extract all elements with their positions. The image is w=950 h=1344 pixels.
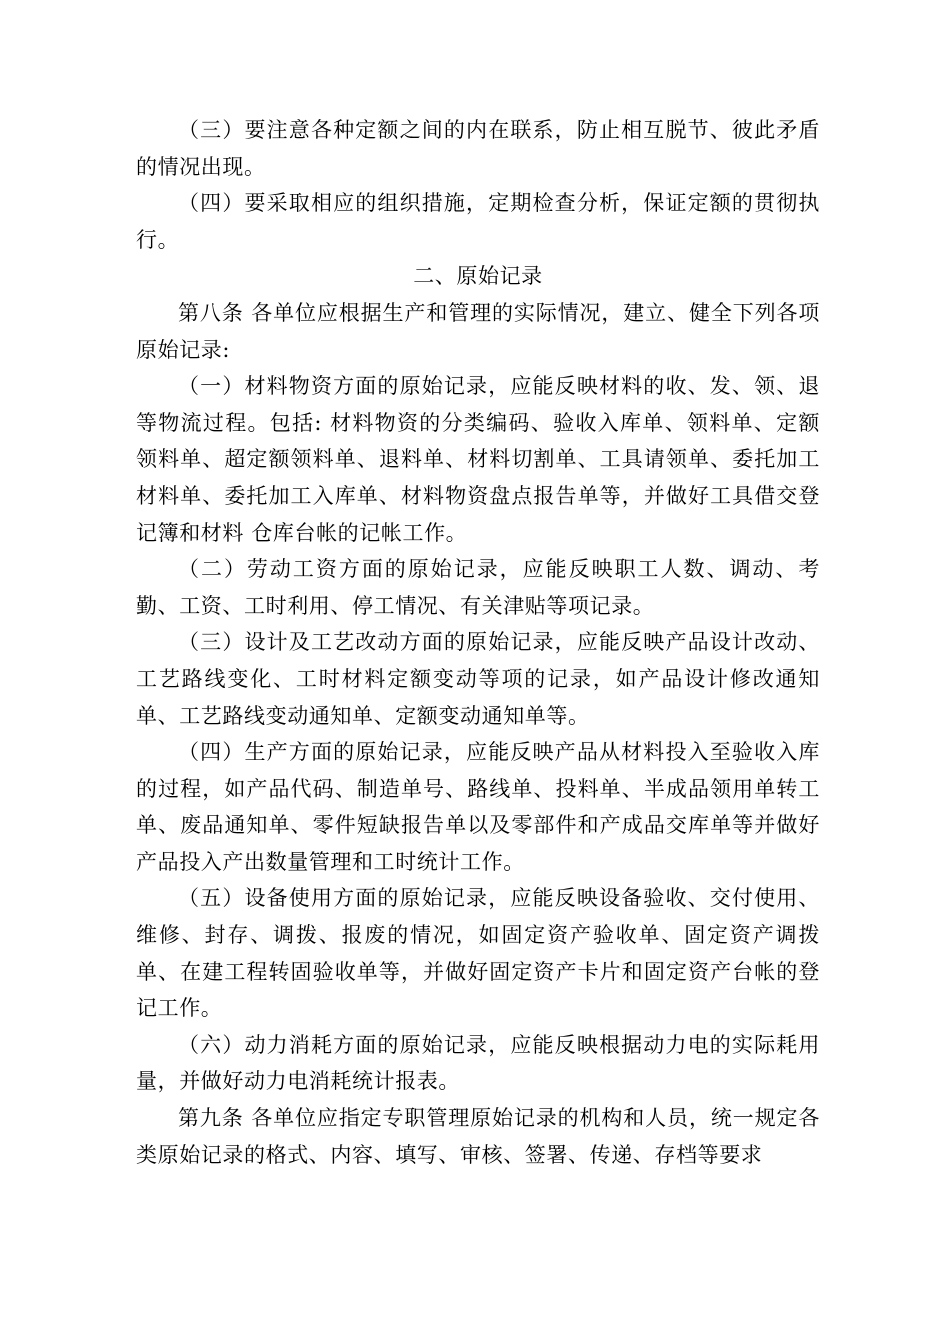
- paragraph-power-consumption-records: （六）动力消耗方面的原始记录，应能反映根据动力电的实际耗用量，并做好动力电消耗统计报表。: [136, 1032, 820, 1094]
- paragraph-article-9: 第九条 各单位应指定专职管理原始记录的机构和人员，统一规定各类原始记录的格式、内容、填写、审核、签署、传递、存档等要求: [136, 1106, 820, 1167]
- paragraph-equipment-records: （五）设备使用方面的原始记录，应能反映设备验收、交付使用、维修、封存、调拨、报废的情况，如固定资产验收单、固定资产调拨单、在建工程转固验收单等，并做好固定资产卡片和固定资产台帐的登记工作。: [136, 886, 820, 1021]
- paragraph-labor-wage-records: （二）劳动工资方面的原始记录，应能反映职工人数、调动、考勤、工资、工时利用、停工情况、有关津贴等项记录。: [136, 557, 820, 618]
- section-heading-original-records: 二、原始记录: [413, 264, 543, 289]
- paragraph-design-process-records: （三）设计及工艺改动方面的原始记录，应能反映产品设计改动、工艺路线变化、工时材料定额变动等项的记录，如产品设计修改通知单、工艺路线变动通知单、定额变动通知单等。: [136, 630, 820, 728]
- paragraph-item-3-contradictions: （三）要注意各种定额之间的内在联系，防止相互脱节、彼此矛盾的情况出现。: [136, 118, 820, 179]
- paragraph-article-8: 第八条 各单位应根据生产和管理的实际情况，建立、健全下列各项原始记录:: [136, 300, 820, 362]
- paragraph-production-records: （四）生产方面的原始记录，应能反映产品从材料投入至验收入库的过程，如产品代码、制造单号、路线单、投料单、半成品领用单转工单、废品通知单、零件短缺报告单以及零部件和产成品交库单等并做好产品投入产出数量管理和工时统计工作。: [136, 740, 820, 874]
- paragraph-materials-records: （一）材料物资方面的原始记录，应能反映材料的收、发、领、退等物流过程。包括: 材料物资的分类编码、验收入库单、领料单、定额领料单、超定额领料单、退料单、材料切割单、工具请领单、委托加工材料单、委托加工入库单、材料物资盘点报告单等，并做好工具借交登记簿和材料 仓库台帐的记帐工作。: [136, 374, 820, 545]
- paragraph-item-4-organizational-measures: （四）要采取相应的组织措施，定期检查分析，保证定额的贯彻执行。: [136, 191, 820, 252]
- document-body: [136, 112, 820, 1173]
